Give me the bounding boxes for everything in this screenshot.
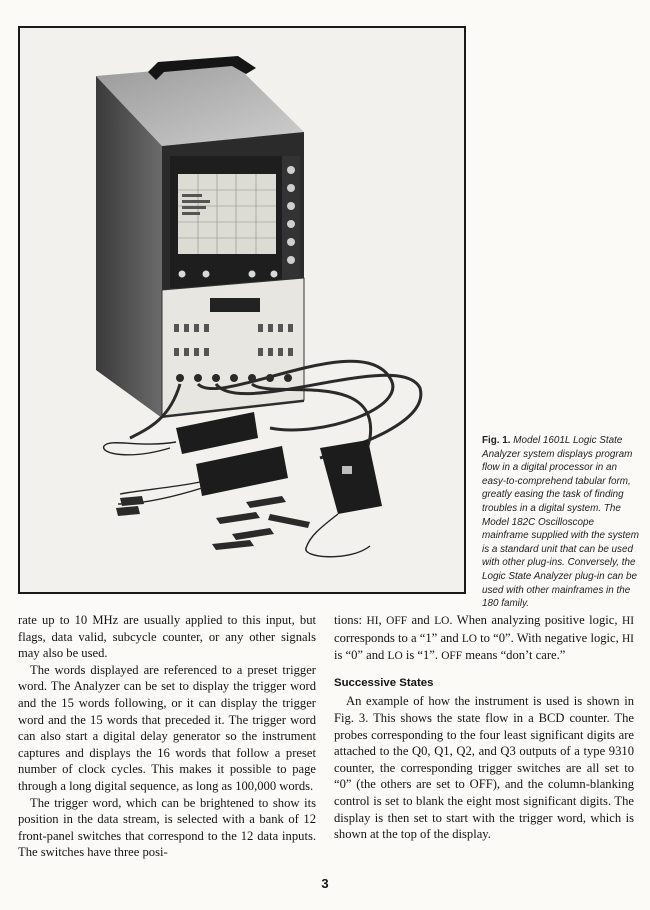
left-paragraph-2: The words displayed are referenced to a preset trigger word. The Analyzer can be set to display the trigger word and the 15 words following, or it can display the trigger word and the 15 words that preceded it. The trigger word can also start a digital delay generator so the instrument captures and displays the 16 words that follow a preset number of clock cycles. This makes it possible to page through a long digital sequence, as long as 100,000 words. <box>18 662 316 793</box>
page-number: 3 <box>321 876 329 891</box>
hi-label: HI <box>366 615 379 627</box>
left-column <box>18 612 316 861</box>
off-label: OFF <box>386 615 408 627</box>
probe-pod-1 <box>176 412 258 454</box>
lo-label: LO <box>434 615 450 627</box>
pod-label <box>342 466 352 474</box>
left-paragraph-3: The trigger word, which can be brightened to show its position in the data stream, is selected with a bank of 12 front-panel switches that correspond to the 12 data inputs. The switches have three posi- <box>18 795 316 860</box>
figure-caption <box>482 434 642 611</box>
probe-pod-3 <box>320 440 382 514</box>
caption-label: Fig. 1. <box>482 435 511 446</box>
figure-photo <box>18 26 466 594</box>
probe-pod-2 <box>196 446 288 496</box>
caption-text: Model 1601L Logic State Analyzer system displays program flow in a digital processor in an easy-to-comprehend tabular form, greatly easing the task of finding troubles in a digital system. The Model 182C Oscilloscope mainframe supplied with the system is a standard unit that can be used with other plug-ins. Conversely, the Logic State Analyzer plug-in can be used with other mainframes in the 180 family. <box>482 435 639 610</box>
right-paragraph-1: tions: HI, OFF and LO. When analyzing positive logic, HI corresponds to a “1” and LO to “0”. With negative logic, HI is “0” and LO is “1”. OFF means “don’t care.” <box>334 613 635 663</box>
delay-readout <box>210 298 260 312</box>
section-heading: Successive States <box>334 676 434 689</box>
instrument-photo <box>20 28 464 592</box>
test-clips <box>116 496 310 550</box>
right-column <box>334 612 634 843</box>
right-paragraph-2: An example of how the instrument is used is shown in Fig. 3. This shows the state flow in a BCD counter. The probes corresponding to the four least significant digits are attached to the Q0, Q1, Q2, and Q3 outputs of a type 9310 counter, the corresponding trigger switches are all set to “0” (the others are set to OFF), and the column-blanking control is set to blank the eight most significant digits. The display is then set to start with the trigger word, which is shown at the top of the display. <box>334 694 634 842</box>
left-paragraph-1: rate up to 10 MHz are usually applied to this input, but flags, data valid, subcycle counter, or any other signals may also be used. <box>18 613 316 661</box>
